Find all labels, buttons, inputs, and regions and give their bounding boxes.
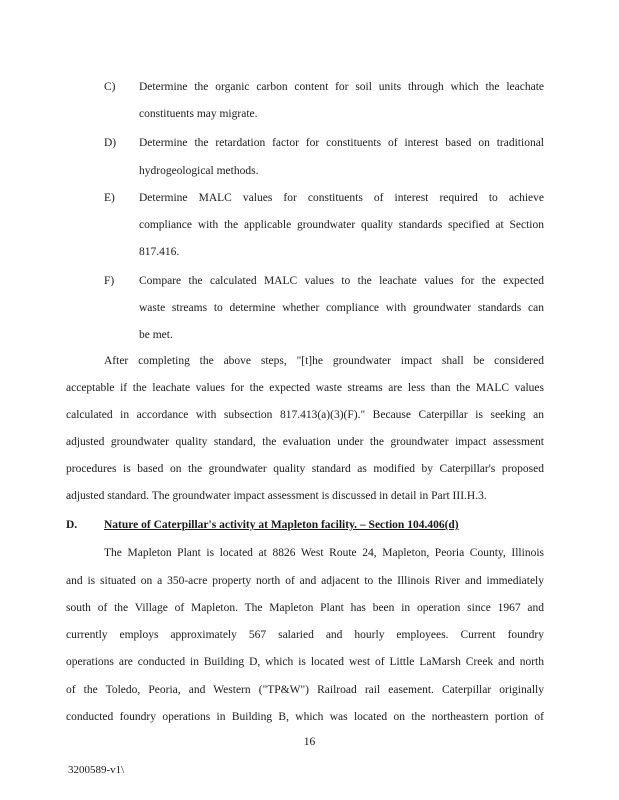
document-id: 3200589-v1\ <box>68 764 125 776</box>
item-label-e: E) <box>104 192 115 204</box>
section-label: D. <box>66 519 78 531</box>
item-e-line-2: compliance with the applicable groundwater quality standards specified at Section <box>139 219 544 231</box>
item-e-line-1: Determine MALC values for constituents of interest required to achieve <box>139 192 544 204</box>
item-c-line-2: constituents may migrate. <box>139 108 258 120</box>
item-f-line-2: waste streams to determine whether compliance with groundwater standards can <box>139 302 544 314</box>
para2-line-7: conducted foundry operations in Building B, which was located on the northeastern portion of <box>66 711 544 723</box>
item-f-line-3: be met. <box>139 329 173 341</box>
para2-line-6: of the Toledo, Peoria, and Western ("TP&W") Railroad rail easement. Caterpillar originally <box>66 684 544 696</box>
para1-line-3: calculated in accordance with subsection 817.413(a)(3)(F)." Because Caterpillar is seeking an <box>66 409 544 421</box>
section-heading: Nature of Caterpillar's activity at Mapleton facility. – Section 104.406(d) <box>104 519 459 531</box>
item-d-line-2: hydrogeological methods. <box>139 165 259 177</box>
para2-line-5: operations are conducted in Building D, which is located west of Little LaMarsh Creek and north <box>66 656 544 668</box>
para2-line-3: south of the Village of Mapleton. The Mapleton Plant has been in operation since 1967 and <box>66 602 544 614</box>
item-label-c: C) <box>104 81 116 93</box>
item-e-line-3: 817.416. <box>139 246 180 258</box>
item-f-line-1: Compare the calculated MALC values to the leachate values for the expected <box>139 275 544 287</box>
para2-line-1: The Mapleton Plant is located at 8826 West Route 24, Mapleton, Peoria County, Illinois <box>104 547 544 559</box>
page-number: 16 <box>303 736 316 748</box>
para1-line-1: After completing the above steps, "[t]he groundwater impact shall be considered <box>104 355 544 367</box>
para2-line-2: and is situated on a 350-acre property north of and adjacent to the Illinois River and immediately <box>66 575 544 587</box>
para1-line-4: adjusted groundwater quality standard, the evaluation under the groundwater impact assessment <box>66 436 544 448</box>
para2-line-4: currently employs approximately 567 salaried and hourly employees. Current foundry <box>66 629 544 641</box>
para1-line-6: adjusted standard. The groundwater impact assessment is discussed in detail in Part III.H.3. <box>66 490 487 502</box>
item-d-line-1: Determine the retardation factor for constituents of interest based on traditional <box>139 137 544 149</box>
item-label-f: F) <box>104 275 115 287</box>
item-c-line-1: Determine the organic carbon content for soil units through which the leachate <box>139 81 544 93</box>
para1-line-5: procedures is based on the groundwater quality standard as modified by Caterpillar's proposed <box>66 463 544 475</box>
para1-line-2: acceptable if the leachate values for the expected waste streams are less than the MALC values <box>66 382 544 394</box>
item-label-d: D) <box>104 137 117 149</box>
